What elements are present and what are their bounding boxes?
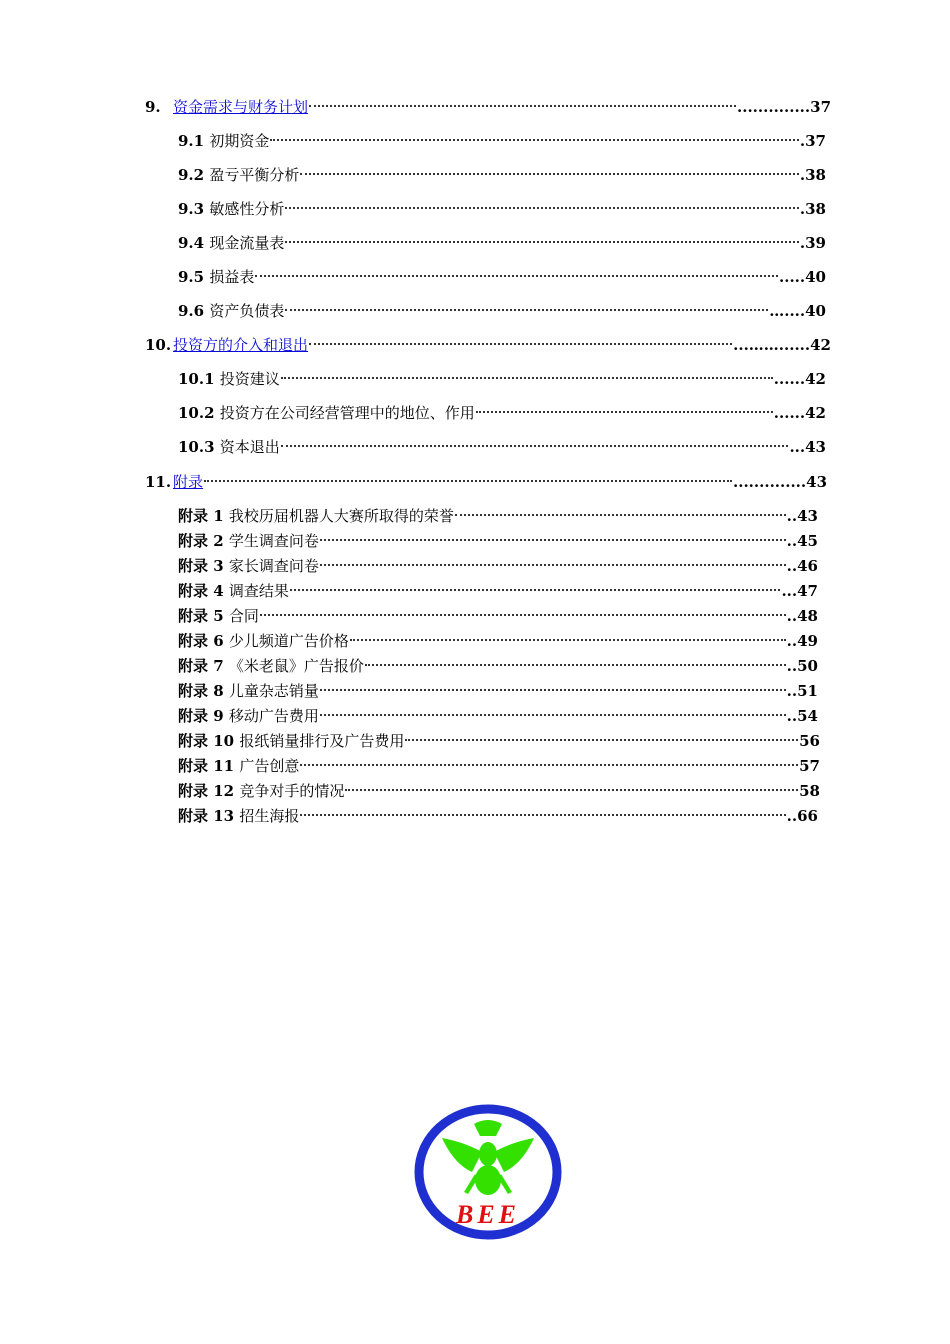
toc-title: 资产负债表: [209, 302, 285, 320]
toc-appendix-1[interactable]: [178, 505, 818, 526]
dot-leader: [281, 377, 773, 379]
toc-page: .....40: [779, 268, 826, 286]
toc-number: 10.2: [178, 404, 215, 422]
toc-title: 《米老鼠》广告报价: [228, 657, 364, 675]
toc-page: ..50: [786, 657, 818, 675]
toc-title: 投资方在公司经营管理中的地位、作用: [219, 404, 475, 422]
toc-page: ......42: [773, 370, 826, 388]
toc-number: 附录 4: [178, 582, 224, 600]
toc-title: 儿童杂志销量: [228, 682, 319, 700]
toc-number: 10.: [145, 336, 172, 354]
dot-leader: [255, 275, 778, 277]
toc-page: ..............43: [733, 473, 827, 491]
bee-logo: [412, 1102, 564, 1242]
toc-title: 招生海报: [239, 807, 300, 825]
toc-appendix-3[interactable]: [178, 555, 818, 576]
toc-entry-9-3[interactable]: [178, 198, 826, 219]
toc-number: 9.: [145, 98, 161, 116]
toc-page: .38: [799, 166, 826, 184]
toc-link[interactable]: 投资方的介入和退出: [173, 336, 309, 354]
toc-number: 附录 9: [178, 707, 224, 725]
toc-number: 附录 5: [178, 607, 224, 625]
toc-number: 附录 7: [178, 657, 224, 675]
dot-leader: [320, 689, 786, 691]
toc-appendix-7[interactable]: [178, 655, 818, 676]
logo-text: BEE: [455, 1200, 521, 1229]
toc-number: 附录 2: [178, 532, 224, 550]
dot-leader: [476, 411, 773, 413]
toc-page: ..51: [786, 682, 818, 700]
toc-appendix-10[interactable]: [178, 730, 820, 751]
dot-leader: [350, 639, 786, 641]
toc-number: 附录 3: [178, 557, 224, 575]
toc-page: .37: [799, 132, 826, 150]
toc-number: 9.1: [178, 132, 205, 150]
toc-entry-9-5[interactable]: [178, 266, 826, 287]
toc-page: ..............37: [737, 98, 831, 116]
toc-number: 附录 1: [178, 507, 224, 525]
toc-page: ..48: [786, 607, 818, 625]
toc-appendix-11[interactable]: [178, 755, 820, 776]
dot-leader: [281, 445, 789, 447]
toc-link[interactable]: 资金需求与财务计划: [173, 98, 309, 116]
toc-number: 9.4: [178, 234, 205, 252]
bee-icon: [442, 1120, 534, 1195]
toc-page: ..49: [786, 632, 818, 650]
toc-title: 损益表: [209, 268, 255, 286]
toc-title: 调查结果: [228, 582, 289, 600]
toc-title: 敏感性分析: [209, 200, 285, 218]
dot-leader: [260, 614, 786, 616]
toc-title: 少儿频道广告价格: [228, 632, 349, 650]
toc-appendix-13[interactable]: [178, 805, 818, 826]
toc-page: ..45: [786, 532, 818, 550]
toc-number: 10.3: [178, 438, 215, 456]
toc-title: 投资建议: [219, 370, 280, 388]
toc-title: 竞争对手的情况: [239, 782, 345, 800]
dot-leader: [309, 105, 736, 107]
toc-page: ..46: [786, 557, 818, 575]
toc-title: 资本退出: [219, 438, 280, 456]
toc-page: 58: [799, 782, 820, 800]
toc-appendix-12[interactable]: [178, 780, 820, 801]
dot-leader: [320, 539, 786, 541]
toc-number: 9.3: [178, 200, 205, 218]
toc-entry-9-1[interactable]: [178, 130, 826, 151]
toc-number: 附录 6: [178, 632, 224, 650]
toc-title: 广告创意: [239, 757, 300, 775]
toc-number: 9.2: [178, 166, 205, 184]
dot-leader: [320, 714, 786, 716]
dot-leader: [300, 173, 799, 175]
toc-number: 11.: [145, 473, 172, 491]
toc-entry-10-1[interactable]: [178, 368, 826, 389]
toc-entry-9[interactable]: [145, 96, 831, 117]
toc-entry-10-2[interactable]: [178, 402, 826, 423]
toc-page: ..54: [786, 707, 818, 725]
dot-leader: [300, 764, 798, 766]
dot-leader: [300, 814, 785, 816]
toc-page: ..43: [786, 507, 818, 525]
dot-leader: [290, 589, 781, 591]
dot-leader: [309, 343, 732, 345]
toc-number: 9.6: [178, 302, 205, 320]
toc-entry-9-2[interactable]: [178, 164, 826, 185]
toc-page: ..66: [786, 807, 818, 825]
dot-leader: [270, 139, 799, 141]
dot-leader: [345, 789, 798, 791]
toc-page: ...47: [781, 582, 818, 600]
dot-leader: [285, 207, 799, 209]
toc-page: .38: [799, 200, 826, 218]
toc-number: 附录 12: [178, 782, 235, 800]
toc-page: ......42: [773, 404, 826, 422]
toc-appendix-5[interactable]: [178, 605, 818, 626]
toc-entry-10[interactable]: [145, 334, 831, 355]
toc-page: .39: [799, 234, 826, 252]
dot-leader: [405, 739, 798, 741]
toc-title: 移动广告费用: [228, 707, 319, 725]
toc-page: 57: [799, 757, 820, 775]
toc-title: 现金流量表: [209, 234, 285, 252]
toc-number: 9.5: [178, 268, 205, 286]
dot-leader: [285, 241, 799, 243]
toc-title: 盈亏平衡分析: [209, 166, 300, 184]
toc-appendix-2[interactable]: [178, 530, 818, 551]
toc-page: ...43: [789, 438, 826, 456]
dot-leader: [320, 564, 786, 566]
toc-link[interactable]: 附录: [173, 473, 204, 491]
toc-appendix-6[interactable]: [178, 630, 818, 651]
dot-leader: [204, 480, 732, 482]
toc-number: 附录 13: [178, 807, 235, 825]
toc-number: 附录 8: [178, 682, 224, 700]
toc-appendix-8[interactable]: [178, 680, 818, 701]
toc-entry-10-3[interactable]: [178, 436, 826, 457]
toc-entry-9-6[interactable]: [178, 300, 826, 321]
toc-page: 56: [799, 732, 820, 750]
toc-appendix-4[interactable]: [178, 580, 818, 601]
toc-appendix-9[interactable]: [178, 705, 818, 726]
toc-title: 我校历届机器人大赛所取得的荣誉: [228, 507, 454, 525]
toc-number: 10.1: [178, 370, 215, 388]
toc-page: ...……......42: [733, 336, 831, 354]
toc-entry-9-4[interactable]: [178, 232, 826, 253]
toc-title: 合同: [228, 607, 259, 625]
toc-number: 附录 10: [178, 732, 235, 750]
toc-title: 初期资金: [209, 132, 270, 150]
dot-leader: [455, 514, 786, 516]
dot-leader: [365, 664, 786, 666]
toc-number: 附录 11: [178, 757, 235, 775]
dot-leader: [285, 309, 768, 311]
toc-page: …....40: [769, 302, 826, 320]
toc-entry-11[interactable]: [145, 471, 827, 492]
toc-title: 报纸销量排行及广告费用: [239, 732, 405, 750]
toc-title: 家长调查问卷: [228, 557, 319, 575]
toc-title: 学生调查问卷: [228, 532, 319, 550]
